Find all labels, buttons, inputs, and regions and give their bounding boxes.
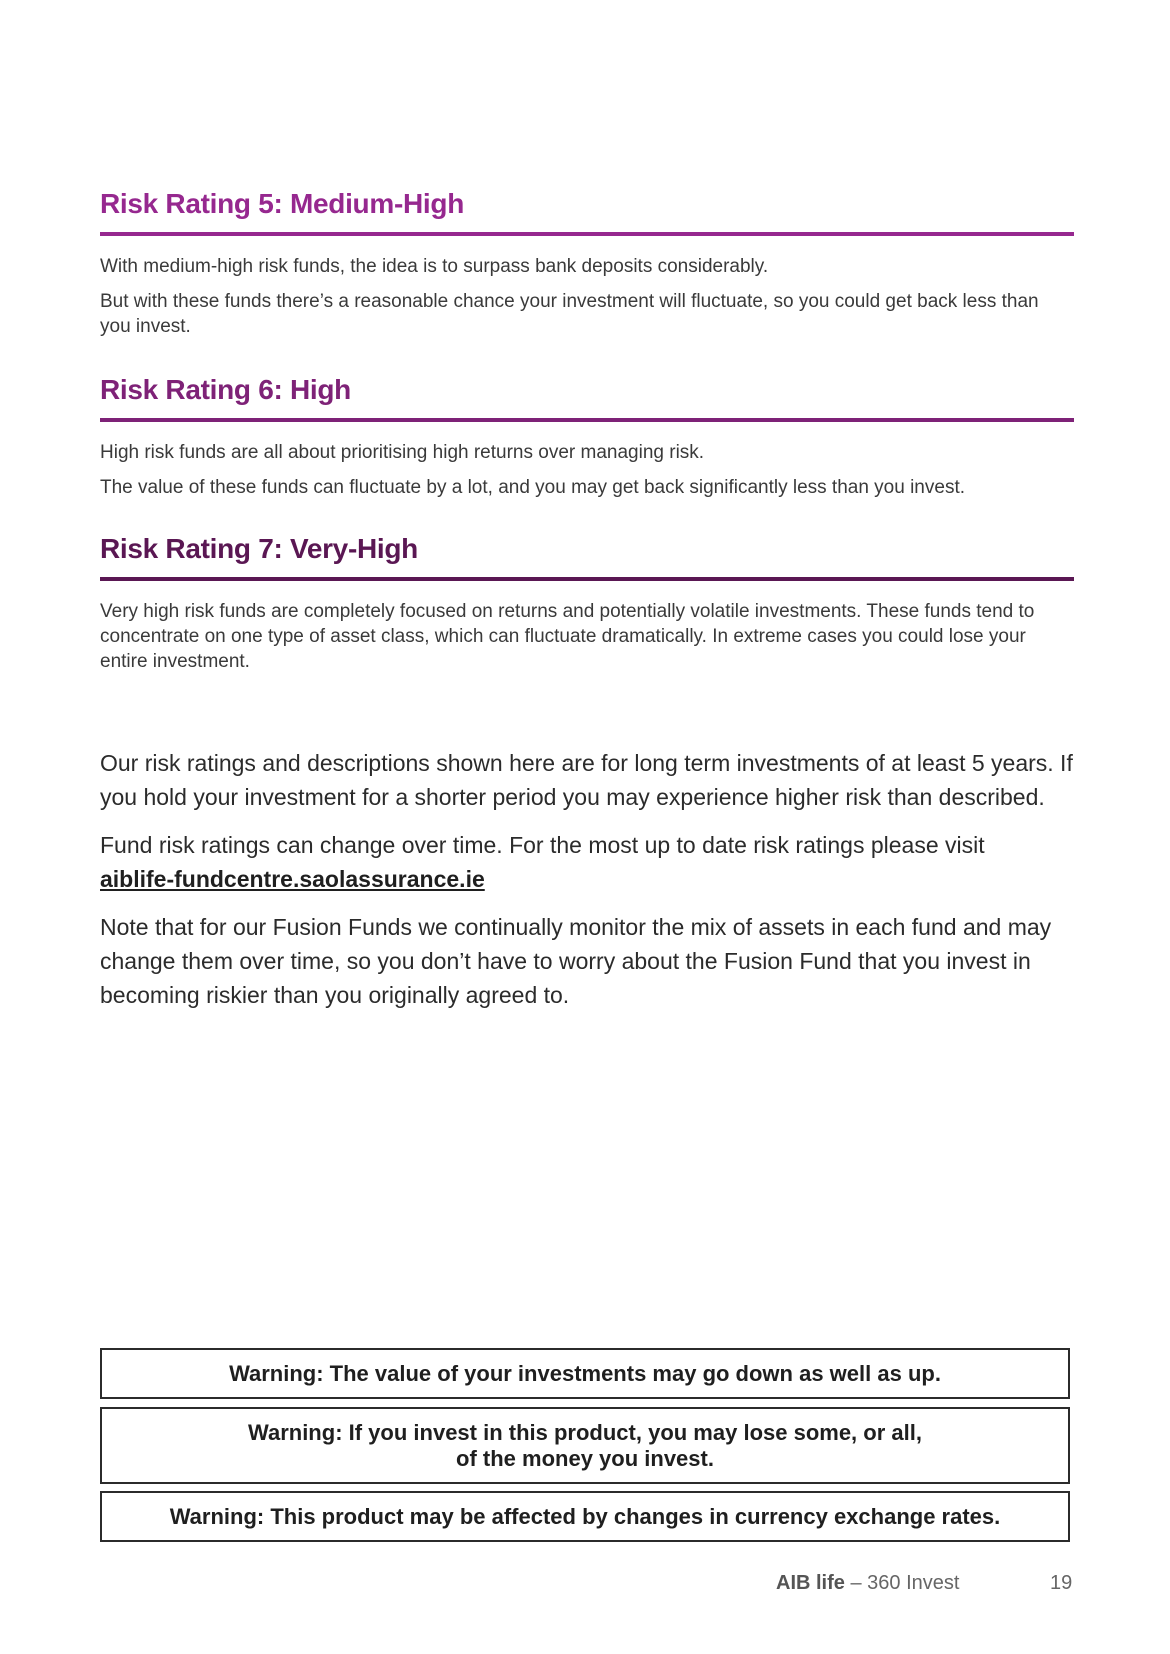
fund-centre-link[interactable]: aiblife-fundcentre.saolassurance.ie: [100, 866, 485, 892]
paragraph: With medium-high risk funds, the idea is to surpass bank deposits considerably.: [100, 256, 769, 277]
footer-separator: –: [844, 1572, 868, 1594]
paragraph: Very high risk funds are completely focused on returns and potentially volatile investments. These funds tend to concentrate on one type of asset class, which can fluctuate dramatically. In extreme cases you could lose your entire investment.: [100, 601, 1035, 672]
warning-text: of the money you invest.: [456, 1445, 714, 1471]
warning-box: [100, 1407, 1070, 1484]
brand-name: AIB life: [776, 1572, 845, 1594]
paragraph: The value of these funds can fluctuate by a lot, and you may get back significantly less than you invest.: [100, 477, 966, 498]
note-paragraph: Our risk ratings and descriptions shown here are for long term investments of at least 5 years. If you hold your investment for a shorter period you may experience higher risk than described.: [100, 750, 1073, 810]
paragraph: High risk funds are all about prioritising high returns over managing risk.: [100, 442, 705, 463]
product-name: 360 Invest: [867, 1572, 960, 1594]
paragraph: But with these funds there’s a reasonable chance your investment will fluctuate, so you could get back less than you invest.: [100, 291, 1039, 337]
note-paragraph: Note that for our Fusion Funds we continually monitor the mix of assets in each fund and may change them over time, so you don’t have to worry about the Fusion Fund that you invest in becoming riskier than you originally agreed to.: [100, 914, 1052, 1008]
notes-block: [100, 746, 1074, 1012]
section-title: Risk Rating 6: High: [100, 374, 1074, 422]
warning-text: Warning: If you invest in this product, you may lose some, or all,: [248, 1419, 922, 1445]
section-title: Risk Rating 5: Medium-High: [100, 188, 1074, 236]
warning-text: Warning: This product may be affected by changes in currency exchange rates.: [169, 1503, 1001, 1529]
section-risk-rating-7: [100, 533, 1074, 674]
warning-box: [100, 1348, 1070, 1399]
footer-brand: [776, 1572, 959, 1595]
note-text: Fund risk ratings can change over time. For the most up to date risk ratings please visit: [100, 832, 985, 858]
warning-box: [100, 1491, 1070, 1542]
warning-text: Warning: The value of your investments may go down as well as up.: [229, 1360, 941, 1386]
section-risk-rating-6: [100, 374, 1074, 500]
section-risk-rating-5: [100, 188, 1074, 339]
note-paragraph: [100, 828, 1074, 896]
page-number: 19: [1050, 1572, 1073, 1594]
section-title: Risk Rating 7: Very-High: [100, 533, 1074, 581]
